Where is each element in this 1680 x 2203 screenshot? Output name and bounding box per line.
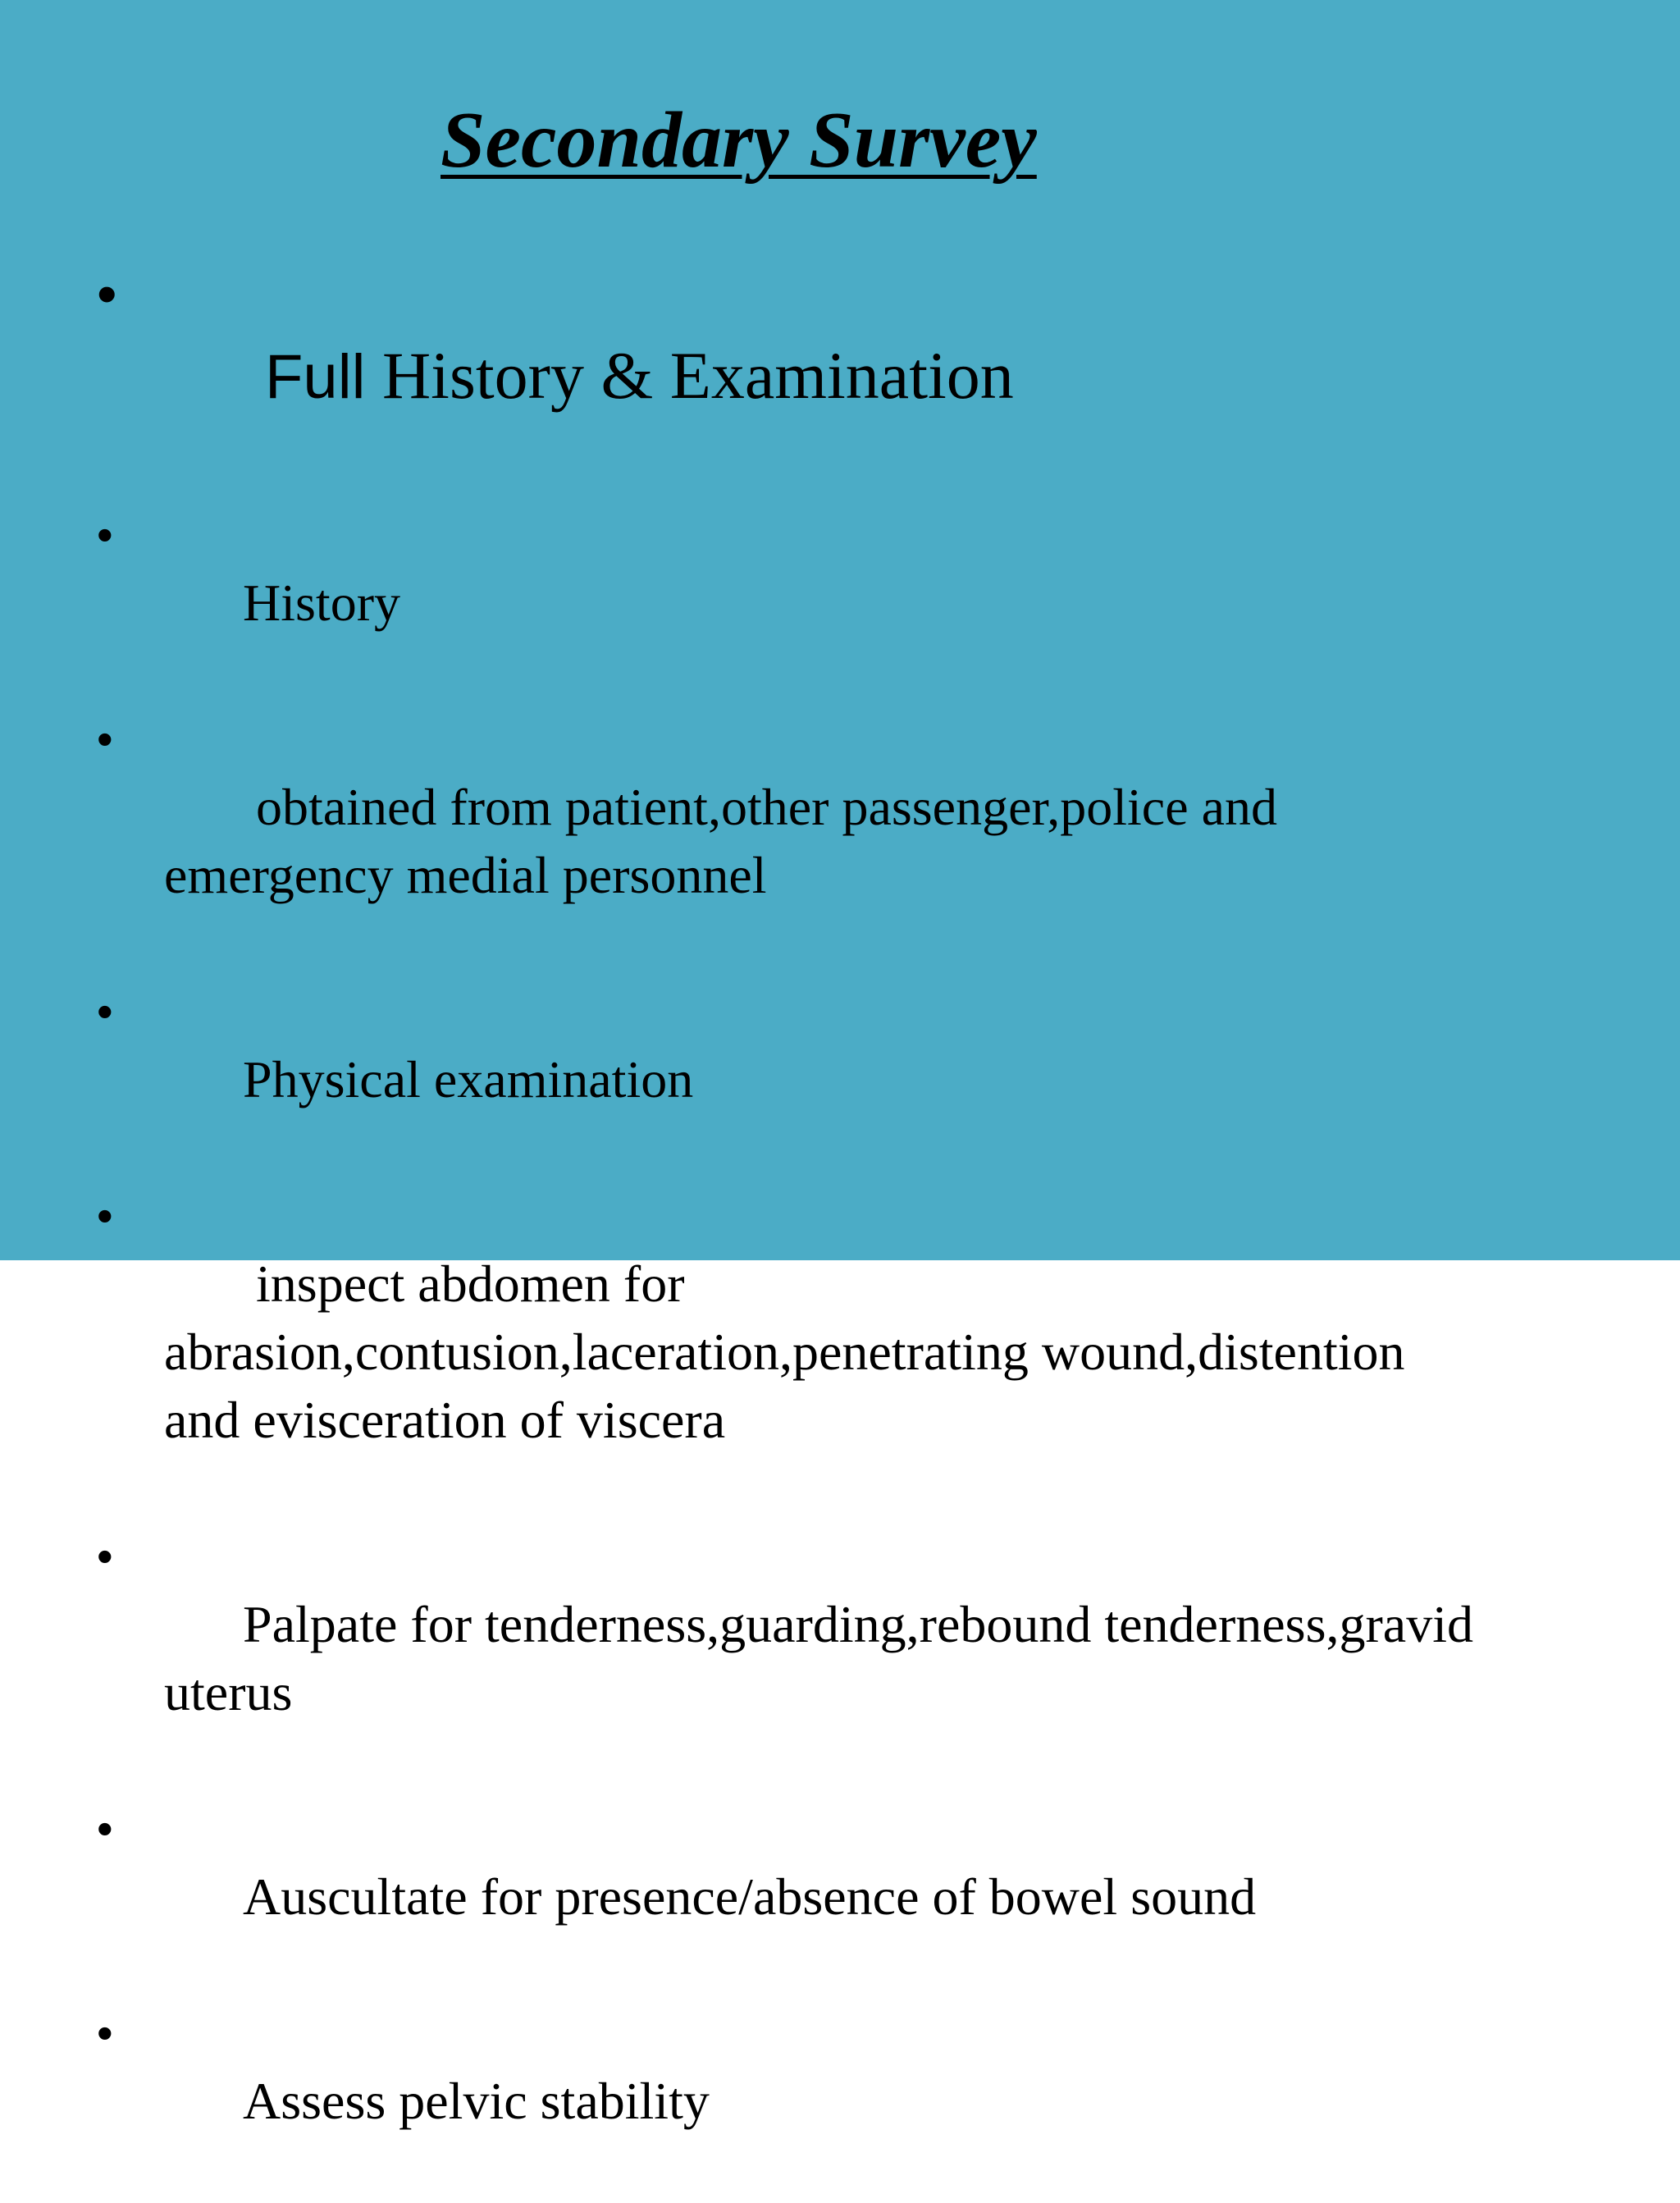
bullet-text: Palpate for tenderness,guarding,rebound tenderness,gravid uterus (164, 1595, 1473, 1721)
bullet-item-auscultate (97, 1794, 1655, 1999)
lead-first-word: Full (265, 342, 366, 412)
bullet-dot-icon: • (97, 713, 113, 765)
bullet-text: Auscultate for presence/absence of bowel sound (243, 1867, 1257, 1926)
bullet-dot-icon: • (97, 1190, 113, 1241)
bullet-text: Physical examination (243, 1050, 694, 1108)
bullet-dot-icon: • (97, 985, 113, 1037)
bullet-item-assess-pelvic (97, 1999, 1655, 2203)
bullet-dot-icon: • (97, 262, 117, 326)
bullet-item-full-history (97, 253, 1655, 500)
bullet-text: obtained from patient,other passenger,police and emergency medial personnel (164, 778, 1277, 904)
bullet-item-physical-examination (97, 977, 1655, 1181)
bullet-item-obtained-from (97, 705, 1655, 977)
bullet-text: inspect abdomen for abrasion,contusion,laceration,penetrating wound,distention and evisceration of viscera (164, 1255, 1405, 1449)
bullet-item-inspect-abdomen (97, 1181, 1655, 1522)
bullet-dot-icon: • (97, 1530, 113, 1582)
bullet-list (97, 253, 1655, 2203)
bullet-dot-icon: • (97, 2007, 113, 2059)
bullet-dot-icon: • (97, 1803, 113, 1854)
slide-title: Secondary Survey (441, 96, 1037, 185)
bullet-item-history (97, 500, 1655, 705)
bullet-item-palpate (97, 1522, 1655, 1794)
bullet-text: Assess pelvic stability (243, 2072, 710, 2130)
lead-rest-text: History & Examination (365, 338, 1014, 413)
bullet-dot-icon: • (97, 509, 113, 560)
bullet-text: History (243, 574, 400, 632)
